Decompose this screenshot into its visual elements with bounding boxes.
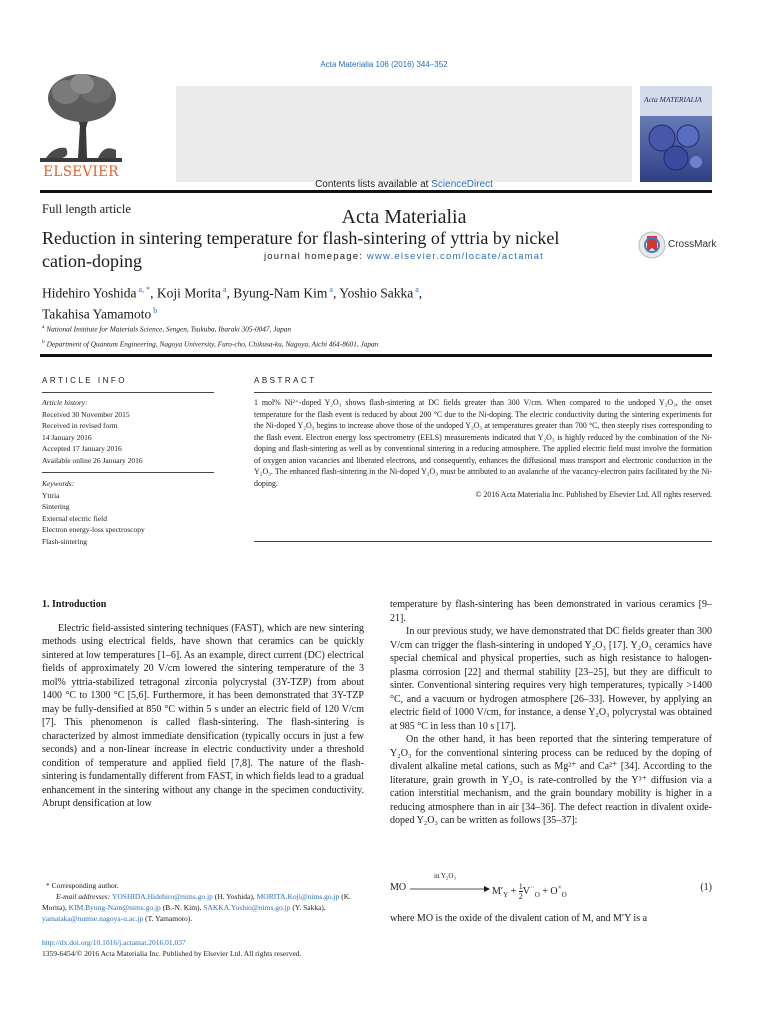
history-item: Accepted 17 January 2016 xyxy=(42,444,122,453)
footnotes xyxy=(42,880,364,924)
body-right-column xyxy=(390,598,712,828)
article-title: Reduction in sintering temperature for flash-sintering of yttria by nickel cation-doping xyxy=(42,228,560,271)
affiliation-marker: a xyxy=(42,324,45,330)
abstract-rule xyxy=(254,392,712,393)
author-separator: , xyxy=(332,285,340,301)
intro-paragraph-2: In our previous study, we have demonstrated that DC fields greater than 300 V/cm can trigger the flash-sintering in undoped Y₂O₃ [17]. Y₂O₃ ceramics have special chemical and physical properties, such as high resistance to halogen-plasma corrosion [22] and thermal stability [23–25], but they are difficult to sinter. Conventional sintering requires very high temperatures, typically >1400 °C, and a vacuum or hydrogen atmosphere [26–33]. However, by applying an electric field of 1000 V/cm, for instance, a dense Y₂O₃ polycrystal was obtained at 985 °C in less than 10 s [17]. xyxy=(390,626,712,732)
article-info xyxy=(42,397,214,547)
sciencedirect-link[interactable]: ScienceDirect xyxy=(431,179,493,190)
history-item: Available online 26 January 2016 xyxy=(42,455,143,465)
elsevier-logo xyxy=(40,66,122,180)
abstract-bottom-rule xyxy=(254,541,712,542)
crossmark-icon xyxy=(638,230,666,260)
author-list xyxy=(42,281,602,322)
journal-name: Acta Materialia xyxy=(341,206,467,228)
keyword-item: External electric field xyxy=(42,513,107,523)
homepage-prefix: journal homepage: xyxy=(263,251,367,262)
crossmark-label: CrossMark xyxy=(668,239,717,250)
abstract-text: 1 mol% Ni²⁺-doped Y₂O₃ shows flash-sintering at DC fields greater than 300 V/cm. When compared to the undoped Y₂O₃, the onset temperature for the flash event is reduced by about 200 °C due to the Ni-doping. The electric conductivity during the sintering experiments for the Ni-doped Y₂O₃ begins to increase above those of the undoped Y₂O₃ at temperatures greater than 700 °C, then steeply rises corresponding to the flash event. Electron energy loss spectrometry (EELS) measurements indicated that Y₂O₃ is highly reduced by the combination of the Ni-doping and flash-sintering as well as by conventional sintering in a reducing atmosphere. The applied electric field must involve the formation of oxygen anion vacancies and liberated electrons, and consequently, enhances the diffusional mass transport and electronic conduction in the Y₂O₃. The enhanced flash-sintering in the Ni-doped Y₂O₃ must be attributed to an avalanche of the vacancy-electron pairs facilitated by the Ni-doping. xyxy=(254,398,712,488)
history-list xyxy=(42,409,214,467)
affiliation-line xyxy=(42,336,682,351)
email-label: E-mail addresses: xyxy=(56,892,112,901)
affiliation-marker: b xyxy=(42,338,45,345)
abstract xyxy=(254,397,712,501)
elsevier-wordmark: ELSEVIER xyxy=(43,164,119,180)
reaction-arrow-icon xyxy=(410,884,490,894)
info-mid-rule xyxy=(42,472,214,473)
doi-link[interactable]: http://dx.doi.org/10.1016/j.actamat.2016.01.037 xyxy=(42,938,186,947)
article-info-heading: ARTICLE INFO xyxy=(42,376,127,385)
equation-lhs: MO xyxy=(390,882,407,893)
author-name: Hidehiro Yoshida xyxy=(42,285,137,301)
email-link[interactable]: KIM.Byung-Nam@nims.go.jp xyxy=(68,903,161,912)
abstract-copyright: © 2016 Acta Materialia Inc. Published by Elsevier Ltd. All rights reserved. xyxy=(475,490,712,499)
author-name: Takahisa Yamamoto xyxy=(42,306,152,321)
journal-reference[interactable]: Acta Materialia 106 (2016) 344–352 xyxy=(320,60,448,69)
doi-block xyxy=(42,937,382,959)
email-link[interactable]: yamataka@numse.nagoya-u.ac.jp xyxy=(42,914,144,923)
history-item: 14 January 2016 xyxy=(42,432,92,442)
author-name: Byung-Nam Kim xyxy=(233,285,328,301)
post-equation-text: where MO is the oxide of the divalent cation of M, and M′Y is a xyxy=(390,913,648,924)
keywords-list xyxy=(42,490,214,548)
email-owner: (Y. Sakka), xyxy=(290,903,326,912)
author-affiliation-marker[interactable]: a, * xyxy=(136,285,151,294)
contents-prefix: Contents lists available at xyxy=(315,179,432,190)
email-owner: (B.-N. Kim), xyxy=(160,903,204,912)
affiliation-text: Department of Quantum Engineering, Nagoya University, Furo-cho, Chikusa-ku, Nagoya, Aichi 464-8601, Japan xyxy=(44,339,379,349)
email-link[interactable]: SAKKA.Yoshio@nims.go.jp xyxy=(203,903,291,912)
equation-rhs: $M'_Y$ + $\frac{1}{2}$ $V^{\cdot\cdot}_O + O^\times_O$ xyxy=(492,882,567,901)
email-owner: (K. Morita), xyxy=(42,892,352,912)
affiliation-text: National Institute for Materials Science, Sengen, Tsukuba, Ibaraki 305-0047, Japan xyxy=(44,324,292,334)
issn-line: 1359-6454/© 2016 Acta Materialia Inc. Published by Elsevier Ltd. All rights reserved. xyxy=(42,949,302,958)
abstract-heading: ABSTRACT xyxy=(254,376,317,385)
intro-paragraph-continued: temperature by flash-sintering has been demonstrated in various ceramics [9–21]. xyxy=(390,599,712,624)
article-type: Full length article xyxy=(42,202,131,216)
keyword-item: Flash-sintering xyxy=(42,536,87,546)
equation-1 xyxy=(390,874,712,908)
keyword-item: Yttria xyxy=(42,490,60,500)
section-heading: 1. Introduction xyxy=(42,599,107,610)
email-link[interactable]: MORITA.Koji@nims.go.jp xyxy=(256,892,340,901)
affiliation-line xyxy=(42,321,682,336)
intro-paragraph-1: Electric field-assisted sintering techniques (FAST), which are new sintering methods using electrical fields, have shown that ceramics can be quickly sintered at low temperatures [1–6]. As an example, direct current (DC) electrical fields of approximately 20 V/cm lowered the sintering temperature of the 3 mol% yttria-stabilized tetragonal zirconia polycrystal (3Y-TZP) from about 1400 °C to 1300 °C [5,6]. Furthermore, it has been demonstrated that 3Y-TZP may be fully-densified at 850 °C within 5 s under an electric field of 120 V/cm [7]. This phenomenon is called flash-sintering. The flash-sintering is characterized by almost immediate densification (typically occurs in just a few seconds) and a non-linear increase in electric conductivity under a threshold condition of temperature and applied field [7,8]. The nature of the flash-sintering is fundamentally different from FAST, in which fields lead to a gradual enhancement in the sintering without any change in the specimen conductivity. Abrupt densification at low xyxy=(42,622,364,809)
equation-number: (1) xyxy=(700,882,712,893)
homepage-link[interactable]: www.elsevier.com/locate/actamat xyxy=(366,251,545,262)
corresponding-author-note: * Corresponding author. xyxy=(46,881,119,890)
intro-paragraph-3: On the other hand, it has been reported that the sintering temperature of Y₂O₃ for the conventional sintering process can be reduced by the doping of divalent alkaline metal cations, such as Mg²⁺ and Ca²⁺ [34]. According to the literature, grain growth in Y₂O₃ is rate-controlled by the Y³⁺ diffusion via a cation interstitial mechanism, and the grain boundary mobility is higher in a reducing atmosphere than in air [34–36]. The defect reaction in divalent oxide-doped Y₂O₃ can be written as follows [35–37]: xyxy=(390,734,712,826)
author-name: Yoshio Sakka xyxy=(339,285,414,301)
author-name: Koji Morita xyxy=(156,285,221,301)
cover-title: Acta MATERIALIA xyxy=(644,95,702,104)
keywords-label: Keywords: xyxy=(42,479,75,488)
title-divider xyxy=(40,354,712,357)
elsevier-tree-icon xyxy=(40,66,122,162)
history-item: Received 30 November 2015 xyxy=(42,409,130,419)
equation-arrow-label: in Y₂O₃ xyxy=(434,872,456,880)
email-owner: (T. Yamamoto). xyxy=(143,914,193,923)
author-affiliation-marker[interactable]: a xyxy=(413,285,419,294)
email-link[interactable]: YOSHIDA.Hidehiro@nims.go.jp xyxy=(111,892,213,901)
crossmark-badge[interactable] xyxy=(638,230,722,260)
keyword-item: Electron energy-loss spectroscopy xyxy=(42,525,145,534)
body-left-column xyxy=(42,598,364,811)
email-addresses xyxy=(42,891,364,924)
author-affiliation-marker[interactable]: a xyxy=(327,285,333,294)
email-owner: (H. Yoshida), xyxy=(212,892,257,901)
affiliations xyxy=(42,321,682,351)
history-item: Received in revised form xyxy=(42,421,118,430)
author-separator: , xyxy=(418,285,423,301)
contents-availability xyxy=(176,179,632,190)
author-separator: , xyxy=(226,285,234,301)
journal-cover-thumbnail[interactable] xyxy=(640,86,712,182)
author-affiliation-marker[interactable]: b xyxy=(151,305,158,315)
author-affiliation-marker[interactable]: a xyxy=(220,285,227,294)
info-rule xyxy=(42,392,214,393)
header-divider xyxy=(40,190,712,193)
history-label: Article history: xyxy=(42,398,88,407)
author-separator: , xyxy=(150,285,157,301)
keyword-item: Sintering xyxy=(42,502,70,511)
